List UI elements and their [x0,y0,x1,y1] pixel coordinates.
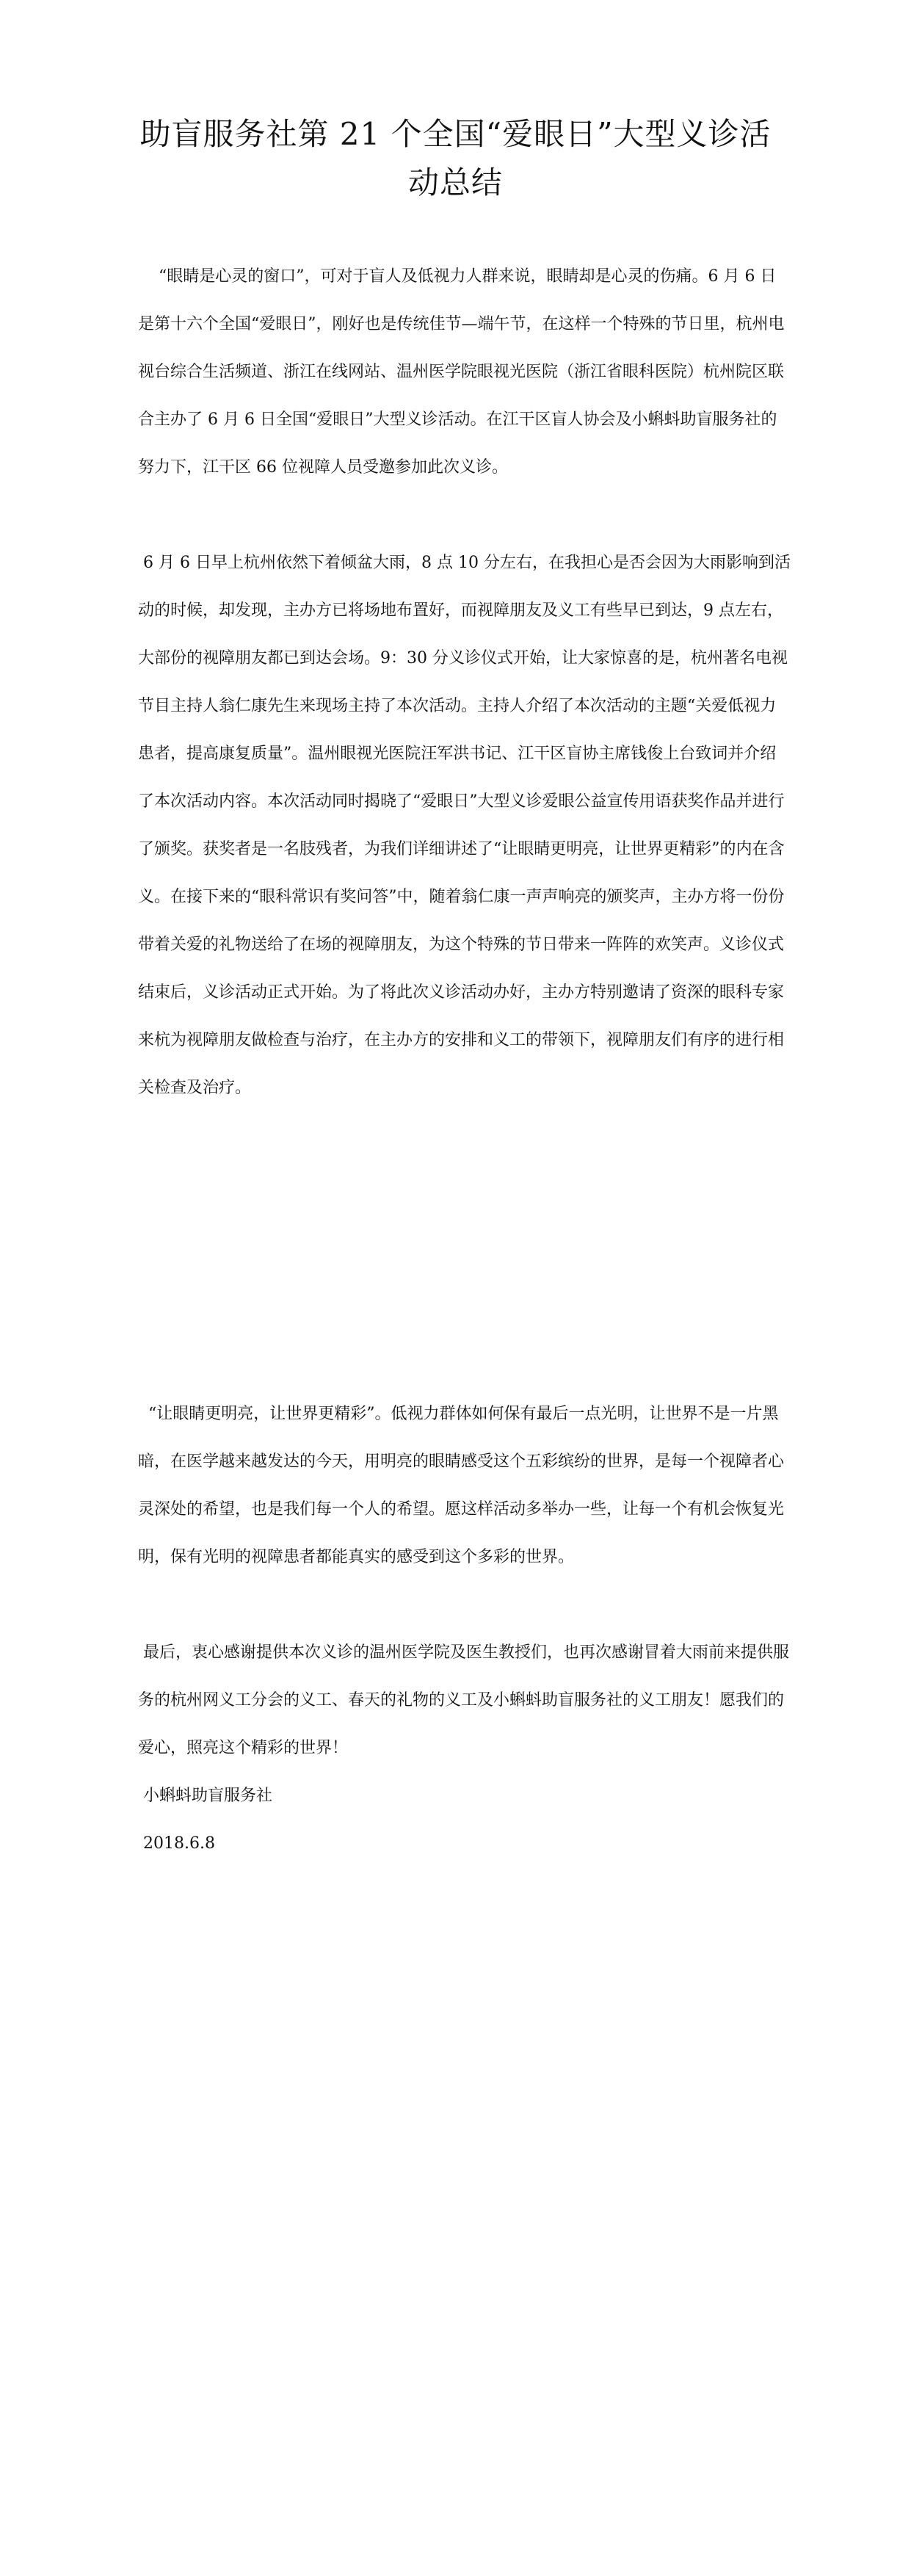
paragraph-thanks: 最后，衷心感谢提供本次义诊的温州医学院及医生教授们，也再次感谢冒着大雨前来提供服务的杭州网义工分会的义工、春天的礼物的义工及小蝌蚪助盲服务社的义工朋友！愿我们的爱心，照亮这个精彩的世界！ [138,1643,790,1757]
signature: 小蝌蚪助盲服务社 [138,1787,273,1805]
paragraph-event-details: 6 月 6 日早上杭州依然下着倾盆大雨，8 点 10 分左右，在我担心是否会因为大雨影响到活动的时候，却发现，主办方已将场地布置好，而视障朋友及义工有些早已到达，9 点左右，大部份的视障朋友都已到达会场。9：30 分义诊仪式开始，让大家惊喜的是，杭州著名电视节目主持人翁仁康先生来现场主持了本次活动。主持人介绍了本次活动的主题“关爱低视力患者，提高康复质量”。温州眼视光医院汪军洪书记、江干区盲协主席钱俊上台致词并介绍了本次活动内容。本次活动同时揭晓了“爱眼日”大型义诊爱眼公益宣传用语获奖作品并进行了颁奖。获奖者是一名肢残者，为我们详细讲述了“让眼睛更明亮，让世界更精彩”的内在含义。在接下来的“眼科常识有奖问答”中，随着翁仁康一声声响亮的颁奖声，主办方将一份份带着关爱的礼物送给了在场的视障朋友，为这个特殊的节日带来一阵阵的欢笑声。义诊仪式结束后，义诊活动正式开始。为了将此次义诊活动办好，主办方特别邀请了资深的眼科专家来杭为视障朋友做检查与治疗，在主办方的安排和义工的带领下，视障朋友们有序的进行相关检查及治疗。 [138,554,791,1097]
document-title: 助盲服务社第 21 个全国“爱眼日”大型义诊活动总结 [139,116,772,200]
paragraph-reflection: “让眼睛更明亮，让世界更精彩”。低视力群体如何保有最后一点光明，让世界不是一片黑暗，在医学越来越发达的今天，用明亮的眼睛感受这个五彩缤纷的世界，是每一个视障者心灵深处的希望，也是我们每一个人的希望。愿这样活动多举办一些，让每一个有机会恢复光明，保有光明的视障患者都能真实的感受到这个多彩的世界。 [138,1405,785,1566]
document-date: 2018.6.8 [138,1834,215,1853]
paragraph-intro: “眼睛是心灵的窗口”，可对于盲人及低视力人群来说，眼睛却是心灵的伤痛。6 月 6 日是第十六个全国“爱眼日”，刚好也是传统佳节—端午节，在这样一个特殊的节日里，杭州电视台综合生活频道、浙江在线网站、温州医学院眼视光医院（浙江省眼科医院）杭州院区联合主办了 6 月 6 日全国“爱眼日”大型义诊活动。在江干区盲人协会及小蝌蚪助盲服务社的努力下，江干区 66 位视障人员受邀参加此次义诊。 [138,267,785,477]
